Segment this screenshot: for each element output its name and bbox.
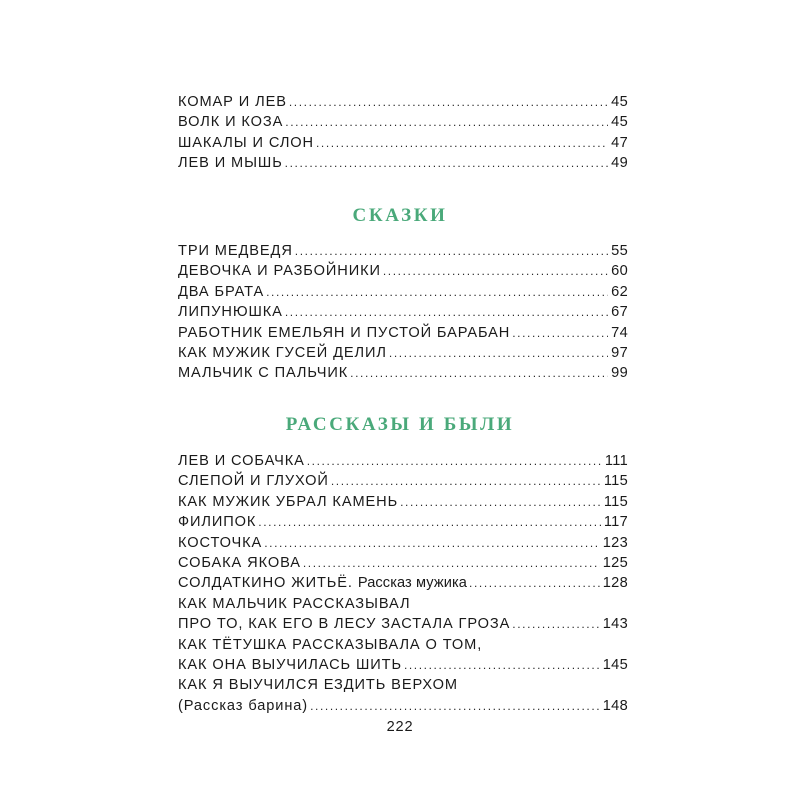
toc-entry[interactable]: [178, 512, 628, 532]
toc-entry-page: 97: [611, 344, 628, 361]
toc-entry-title: КАК МУЖИК УБРАЛ КАМЕНЬ: [178, 493, 399, 510]
dot-leader: [316, 133, 608, 153]
toc-entry-title: ЛИПУНЮШКА: [178, 304, 283, 321]
dot-leader: [512, 323, 608, 343]
toc-entry-page: 111: [604, 453, 628, 469]
dot-leader: [310, 696, 600, 716]
dot-leader: [404, 655, 600, 675]
dot-leader: [303, 553, 600, 573]
dot-leader: [400, 492, 601, 512]
toc-entry[interactable]: [178, 471, 628, 491]
toc-entry-title: ЛЕВ И СОБАЧКА: [178, 453, 305, 469]
toc-entry-title: ЛЕВ И МЫШЬ: [178, 155, 283, 172]
toc-entry[interactable]: [178, 302, 628, 322]
dot-leader: [512, 614, 599, 634]
toc-entry[interactable]: [178, 573, 628, 593]
toc-entry-first-line[interactable]: [178, 675, 628, 695]
toc-entry-title: СЛЕПОЙ И ГЛУХОЙ: [178, 473, 329, 490]
toc-entry-title: ВОЛК И КОЗА: [178, 114, 284, 131]
toc-entry-page: 49: [611, 155, 628, 172]
dot-leader: [295, 241, 608, 261]
toc-entry[interactable]: [178, 696, 628, 716]
toc-entry-title: ДЕВОЧКА И РАЗБОЙНИКИ: [178, 263, 381, 280]
toc-entry-title: КОМАР И ЛЕВ: [178, 94, 287, 110]
toc-group-skazki: [178, 241, 628, 384]
toc-entry[interactable]: [178, 323, 628, 343]
dot-leader: [264, 533, 600, 553]
toc-entry-title: [178, 573, 467, 593]
toc-entry[interactable]: [178, 92, 628, 112]
toc-entry[interactable]: [178, 282, 628, 302]
toc-entry-page: 62: [611, 283, 628, 300]
toc-entry-title-line1: КАК ТЁТУШКА РАССКАЗЫВАЛА О ТОМ,: [178, 636, 483, 653]
dot-leader: [350, 363, 608, 383]
dot-leader: [469, 573, 600, 593]
toc-entry-title-line1: КАК Я ВЫУЧИЛСЯ ЕЗДИТЬ ВЕРХОМ: [178, 677, 458, 694]
toc-entry[interactable]: [178, 343, 628, 363]
toc-entry-page: 143: [602, 616, 628, 633]
toc-entry-page: 115: [603, 473, 628, 490]
toc-entry-title: КАК ОНА ВЫУЧИЛАСЬ ШИТЬ: [178, 656, 402, 673]
toc-entry-page: 125: [602, 554, 628, 571]
toc-entry-page: 123: [602, 534, 628, 551]
toc-entry-page: 60: [611, 263, 628, 280]
toc-entry[interactable]: [178, 153, 628, 173]
toc-entry-page: 117: [603, 514, 628, 531]
page-number-footer: 222: [386, 719, 414, 735]
toc-entry-page: 148: [602, 697, 628, 714]
toc-entry-page: 45: [611, 94, 628, 110]
dot-leader: [331, 471, 601, 491]
toc-entry-title: ШАКАЛЫ И СЛОН: [178, 134, 314, 151]
toc-entry-title: ДВА БРАТА: [178, 283, 265, 300]
section-heading-skazki: СКАЗКИ: [352, 205, 448, 226]
toc-group-rasskazy: [178, 451, 628, 716]
toc-entry-title: КОСТОЧКА: [178, 534, 263, 551]
toc-entry-title: РАБОТНИК ЕМЕЛЬЯН И ПУСТОЙ БАРАБАН: [178, 324, 511, 341]
dot-leader: [285, 153, 608, 173]
dot-leader: [383, 261, 608, 281]
toc-entry[interactable]: [178, 133, 628, 153]
toc-entry-page: 115: [603, 493, 628, 510]
toc-entry-title: КАК МУЖИК ГУСЕЙ ДЕЛИЛ: [178, 344, 387, 361]
dot-leader: [285, 302, 608, 322]
toc-group-fables: [178, 92, 628, 174]
toc-entry[interactable]: [178, 492, 628, 512]
dot-leader: [285, 112, 608, 132]
toc-entry-page: 99: [611, 365, 628, 382]
section-heading-rasskazy: РАССКАЗЫ И БЫЛИ: [285, 414, 515, 435]
toc-entry-main-title: СОЛДАТКИНО ЖИТЬЁ.: [178, 575, 353, 592]
toc-entry-title: МАЛЬЧИК С ПАЛЬЧИК: [178, 365, 349, 382]
toc-entry-page: 74: [611, 324, 628, 341]
toc-entry-page: 45: [611, 114, 628, 131]
toc-entry-page: 47: [611, 134, 628, 151]
toc-entry-first-line[interactable]: [178, 594, 628, 614]
dot-leader: [266, 282, 608, 302]
toc-entry-title: ПРО ТО, КАК ЕГО В ЛЕСУ ЗАСТАЛА ГРОЗА: [178, 616, 511, 633]
toc-entry[interactable]: [178, 655, 628, 675]
dot-leader: [307, 451, 602, 471]
toc-entry-page: 55: [611, 243, 628, 259]
toc-entry[interactable]: [178, 614, 628, 634]
toc-entry[interactable]: [178, 261, 628, 281]
toc-entry-title: ФИЛИПОК: [178, 514, 257, 531]
toc-entry[interactable]: [178, 363, 628, 383]
toc-entry-subtitle: Рассказ мужика: [357, 575, 468, 592]
toc-entry-page: 128: [602, 575, 628, 592]
toc-entry[interactable]: [178, 451, 628, 471]
toc-entry[interactable]: [178, 241, 628, 261]
toc-entry-page: 145: [602, 656, 628, 673]
toc-entry-title: СОБАКА ЯКОВА: [178, 554, 301, 571]
dot-leader: [289, 92, 608, 112]
toc-entry[interactable]: [178, 112, 628, 132]
dot-leader: [258, 512, 601, 532]
toc-entry[interactable]: [178, 553, 628, 573]
toc-entry-title: ТРИ МЕДВЕДЯ: [178, 243, 293, 259]
toc-entry-title: (Рассказ барина): [178, 697, 309, 714]
toc-entry-title-line1: КАК МАЛЬЧИК РАССКАЗЫВАЛ: [178, 595, 411, 612]
dot-leader: [389, 343, 608, 363]
toc-entry[interactable]: [178, 533, 628, 553]
toc-entry-page: 67: [611, 304, 628, 321]
toc-entry-first-line[interactable]: [178, 635, 628, 655]
